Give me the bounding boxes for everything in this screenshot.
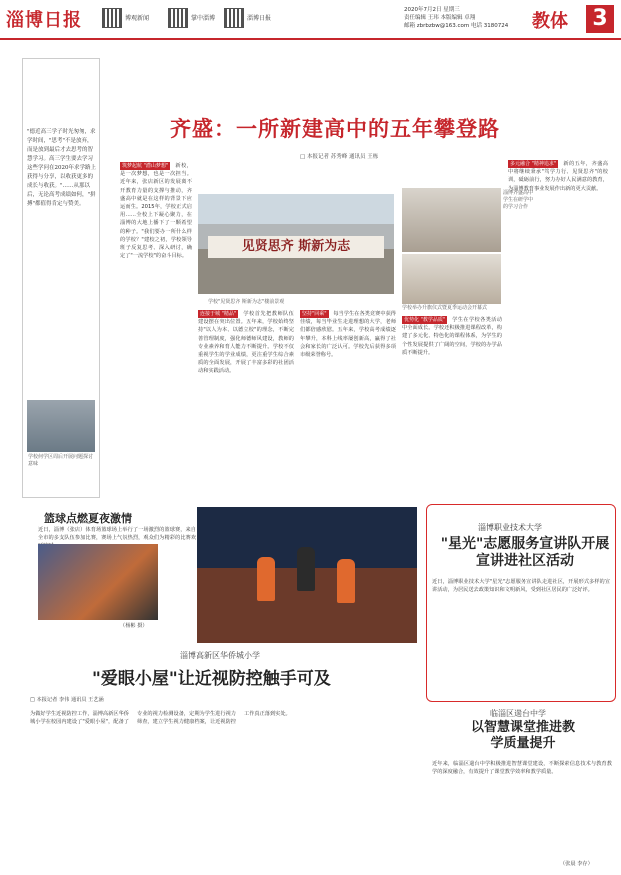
column-text: 新的五年，齐盛高中将继续秉承"笃学力行、见贤思齐"的校训，砥砺前行，努力办好人民满意的教育，为淄博教育事业发展作出新的更大贡献。 (508, 161, 608, 192)
ceremony-photo (402, 254, 501, 304)
lead-photo-caption: 学校"见贤思齐 斯新为志"楼前景观 (208, 299, 285, 305)
date-block (404, 6, 534, 30)
article3-text: 近日，淄博职业技术大学"星光"志愿服务宣讲队走进社区，开展形式多样的宣讲活动，为居民送去政策知识和文明新风，受到社区居民的广泛好评。 (432, 579, 610, 594)
column-text: 学生在学校各类活动中全面成长。学校还积极推进课程改革，构建了多元化、特色化的课程体系，为学生的个性发展提供了广阔的空间，学校的办学品质不断提升。 (402, 317, 502, 356)
sidebar-photo (27, 400, 95, 452)
section-name: 教体 (532, 11, 568, 32)
player-figure (257, 557, 275, 601)
subhead: 多元融合 "精神追求" (510, 161, 557, 167)
article2-title: "爱眼小屋"让近视防控触手可及 (92, 669, 331, 689)
article4-kicker: 临淄区遄台中学 (490, 709, 546, 718)
qr-label: 博观新闻 (125, 15, 150, 22)
article4-author: （张晨 李存） (560, 861, 593, 867)
lead-byline: □ 本报记者 苏秀峰 通讯员 王栋 (300, 154, 379, 160)
subhead: 筑梦起航 "潜山梦想" (122, 163, 169, 169)
court-photo (197, 507, 417, 643)
article2-byline: □ 本报记者 李伟 通讯员 王艺涵 (30, 697, 104, 703)
column-text: 学校首先把教师队伍建设摆在突出位置。五年来，学校始终坚持"以人为本、以德立校"的理念，不断完善管理制度，强化师德师风建设，教师的专业素养和育人能力不断提升。学校不仅重视学生的学业成绩，更注重学生综合素质的全面发展，开展了丰富多彩的社团活动和实践活动。 (198, 311, 294, 375)
lead-column-3 (300, 310, 396, 490)
ceremony-caption: 学校举办升旗仪式暨夏季运动会开幕式 (402, 305, 488, 311)
subhead: 优势化 "教学品质" (404, 317, 446, 323)
basketball-author: （杨彬 摄） (120, 623, 148, 629)
article4-text: 近年来，临淄区遄台中学积极推进智慧课堂建设，不断探索信息技术与教育教学的深度融合，有效提升了课堂教学效率和教学质量。 (432, 761, 612, 776)
page-number: 3 (586, 5, 614, 33)
qr-label: 淄博日报 (247, 15, 272, 22)
masthead (0, 0, 621, 40)
qr-code-icon (168, 8, 188, 28)
column-text: 每当学生在各类竞赛中获得佳绩，每当毕业生走进理想的大学，老师们都倍感欣慰。五年来，学校高考成绩逐年攀升，本科上线率屡创新高，赢得了社会和家长的广泛认可。学校先后获得多项市级荣誉称号。 (300, 311, 396, 359)
issue-date: 2020年7月2日 星期三 (404, 7, 460, 13)
article2-kicker: 淄博高新区华侨城小学 (180, 651, 260, 660)
contact-line: 邮箱 zbrbzbw@163.com 电话 3180724 (404, 23, 509, 29)
qr-code-icon (102, 8, 122, 28)
lead-column-1 (120, 162, 192, 492)
classroom-photo (402, 188, 501, 252)
lead-photo (198, 194, 394, 294)
basketball-text: 近日，淄博（张店）体育场篮球场上举行了一场激烈的篮球赛，来自全市的多支队伍参加比赛，赛场上气氛热烈，观众们为精彩的比赛欢 (38, 527, 196, 542)
article2-text: 为做好学生近视防控工作，淄博高新区华侨城小学在校园内建设了"爱眼小屋"，配备了专业的视力检测设备，定期为学生进行视力筛查，建立学生视力健康档案，让近视防控工作真正落到实处。 (30, 711, 291, 726)
player-figure (297, 547, 315, 591)
newspaper-logo: 淄博日报 (6, 10, 82, 31)
basketball-photo (38, 544, 158, 620)
qr-code-icon (224, 8, 244, 28)
lead-column-4 (402, 316, 502, 492)
column-text: 新校，是一次梦想，也是一次担当。近年来，张店新区的发展离不开教育力量的支撑与推动，齐盛高中就是在这样的背景下应运而生。2015年，学校正式启用……全校上下凝心聚力，在淄博的大地上播下了一颗希望的种子。"我们要办一所什么样的学校？"建校之初，学校领导班子反复思考、深入研讨，确定了"一流学校"的奋斗目标。 (120, 163, 192, 260)
classroom-caption: 淄博齐盛高中学生在研学中的学习合作 (503, 190, 534, 210)
article3-title: "星光"志愿服务宣讲队开展宣讲进社区活动 (440, 536, 610, 569)
lead-column-2 (198, 310, 294, 490)
sidebar-text: "德近高三学子时光匆匆，求学时间，"思考"不是放弃，而是放到最后才去思考的智慧学习。高三学生要去学习这些学问在2020年求学路上获得与分享，以收获更多的成长与收获。"……从那以后，无论高考成绩如何，"拼搏"都值得肯定与赞美。 (27, 129, 96, 207)
lead-headline: 齐盛：一所新建高中的五年攀登路 (170, 116, 500, 141)
sidebar-caption: 学校何学区周后开展问题探讨意味 (28, 454, 94, 467)
basketball-title: 篮球点燃夏夜激情 (44, 512, 132, 525)
photo-banner: 见贤思齐 斯新为志 (208, 236, 384, 258)
article3-kicker: 淄博职业技术大学 (478, 523, 542, 532)
qr-label: 掌中淄博 (191, 15, 216, 22)
subhead: 坚持"回乘" (302, 311, 327, 317)
article4-title: 以智慧课堂推进教学质量提升 (470, 720, 575, 751)
subhead: 连接于城 "精品" (200, 311, 237, 317)
editor-line: 责任编辑 王玮 本版编辑 卓翔 (404, 15, 476, 21)
player-figure (337, 559, 355, 603)
